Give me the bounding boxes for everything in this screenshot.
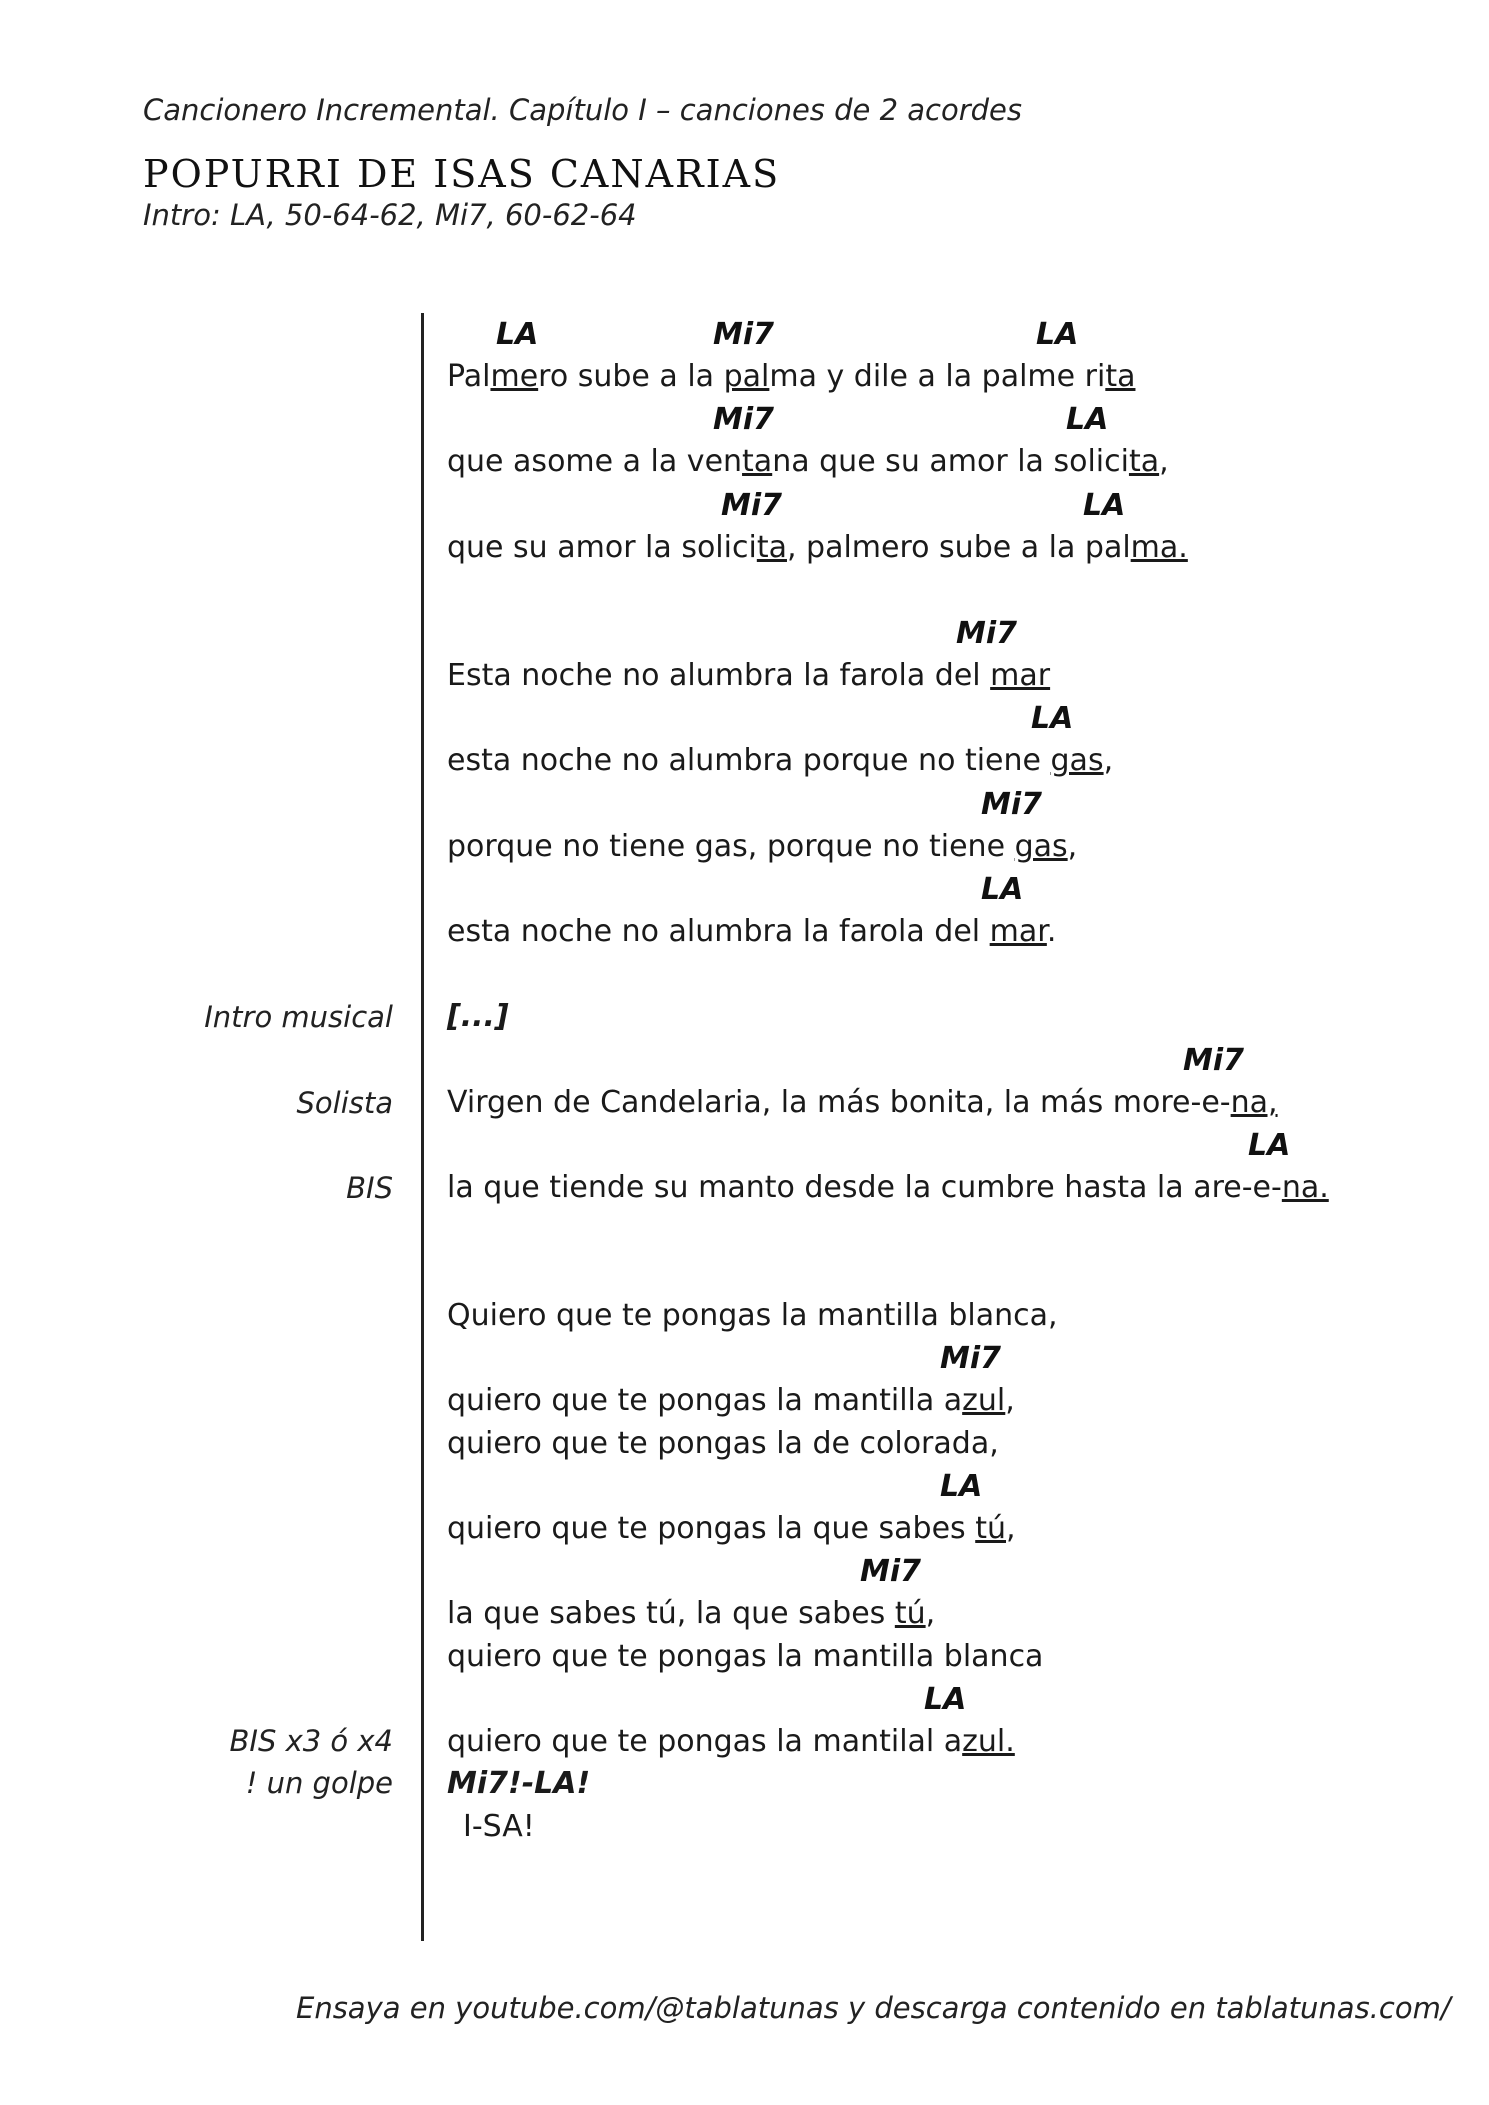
chord: Mi7 — [713, 317, 775, 352]
chord: Mi7 — [956, 616, 1018, 651]
lyric-line: esta noche no alumbra porque no tiene gas, — [447, 743, 1114, 778]
lyric-line: Virgen de Candelaria, la más bonita, la más more-e-na, — [447, 1085, 1278, 1120]
lyric-line: Palmero sube a la palma y dile a la palme rita — [447, 359, 1136, 394]
side-label-bis: BIS — [346, 1171, 393, 1205]
chord: Mi7 — [981, 787, 1043, 822]
intro-line: Intro: LA, 50-64-62, Mi7, 60-62-64 — [143, 198, 637, 232]
chord: LA — [981, 872, 1024, 907]
chord: LA — [1083, 488, 1126, 523]
side-label-solista: Solista — [296, 1086, 393, 1120]
lyric-line: quiero que te pongas la mantilla blanca — [447, 1639, 1044, 1674]
lyric-line: quiero que te pongas la mantilal azul. — [447, 1724, 1015, 1759]
lyric-line: que su amor la solicita, palmero sube a la palma. — [447, 530, 1188, 565]
lyric-line: porque no tiene gas, porque no tiene gas, — [447, 829, 1078, 864]
final-shout: I-SA! — [463, 1809, 535, 1844]
lyric-line: que asome a la ventana que su amor la solicita, — [447, 444, 1169, 479]
page-header — [143, 90, 1022, 234]
vertical-divider — [421, 313, 424, 1941]
chord: LA — [1036, 317, 1079, 352]
chord: LA — [940, 1469, 983, 1504]
side-label-bis-x3: BIS x3 ó x4 — [229, 1724, 393, 1758]
lyric-line: quiero que te pongas la de colorada, — [447, 1426, 999, 1461]
footer-note: Ensaya en youtube.com/@tablatunas y descarga contenido en tablatunas.com/ — [296, 1991, 1451, 2025]
lyric-line: Esta noche no alumbra la farola del mar — [447, 658, 1051, 693]
songbook-subtitle: Cancionero Incremental. Capítulo I – canciones de 2 acordes — [143, 93, 1023, 127]
chord: Mi7 — [721, 488, 783, 523]
side-label-un-golpe: ! un golpe — [245, 1766, 393, 1800]
chord: Mi7 — [860, 1554, 922, 1589]
instrumental-marker: [...] — [447, 999, 509, 1034]
lyric-line: quiero que te pongas la que sabes tú, — [447, 1511, 1016, 1546]
song-title: POPURRI DE ISAS CANARIAS — [143, 152, 781, 196]
chord: LA — [1066, 402, 1109, 437]
final-chords: Mi7!-LA! — [447, 1766, 591, 1801]
lyric-line: Quiero que te pongas la mantilla blanca, — [447, 1298, 1058, 1333]
chord: LA — [496, 317, 539, 352]
chord: LA — [1031, 701, 1074, 736]
side-label-intro-musical: Intro musical — [204, 1000, 393, 1034]
chord: Mi7 — [713, 402, 775, 437]
chord: Mi7 — [940, 1341, 1002, 1376]
lyric-line: esta noche no alumbra la farola del mar. — [447, 914, 1057, 949]
chord: LA — [1248, 1128, 1291, 1163]
lyric-line: la que tiende su manto desde la cumbre hasta la are-e-na. — [447, 1170, 1329, 1205]
chord: LA — [924, 1682, 967, 1717]
chord: Mi7 — [1183, 1043, 1245, 1078]
lyric-line: quiero que te pongas la mantilla azul, — [447, 1383, 1015, 1418]
lyric-line: la que sabes tú, la que sabes tú, — [447, 1596, 936, 1631]
